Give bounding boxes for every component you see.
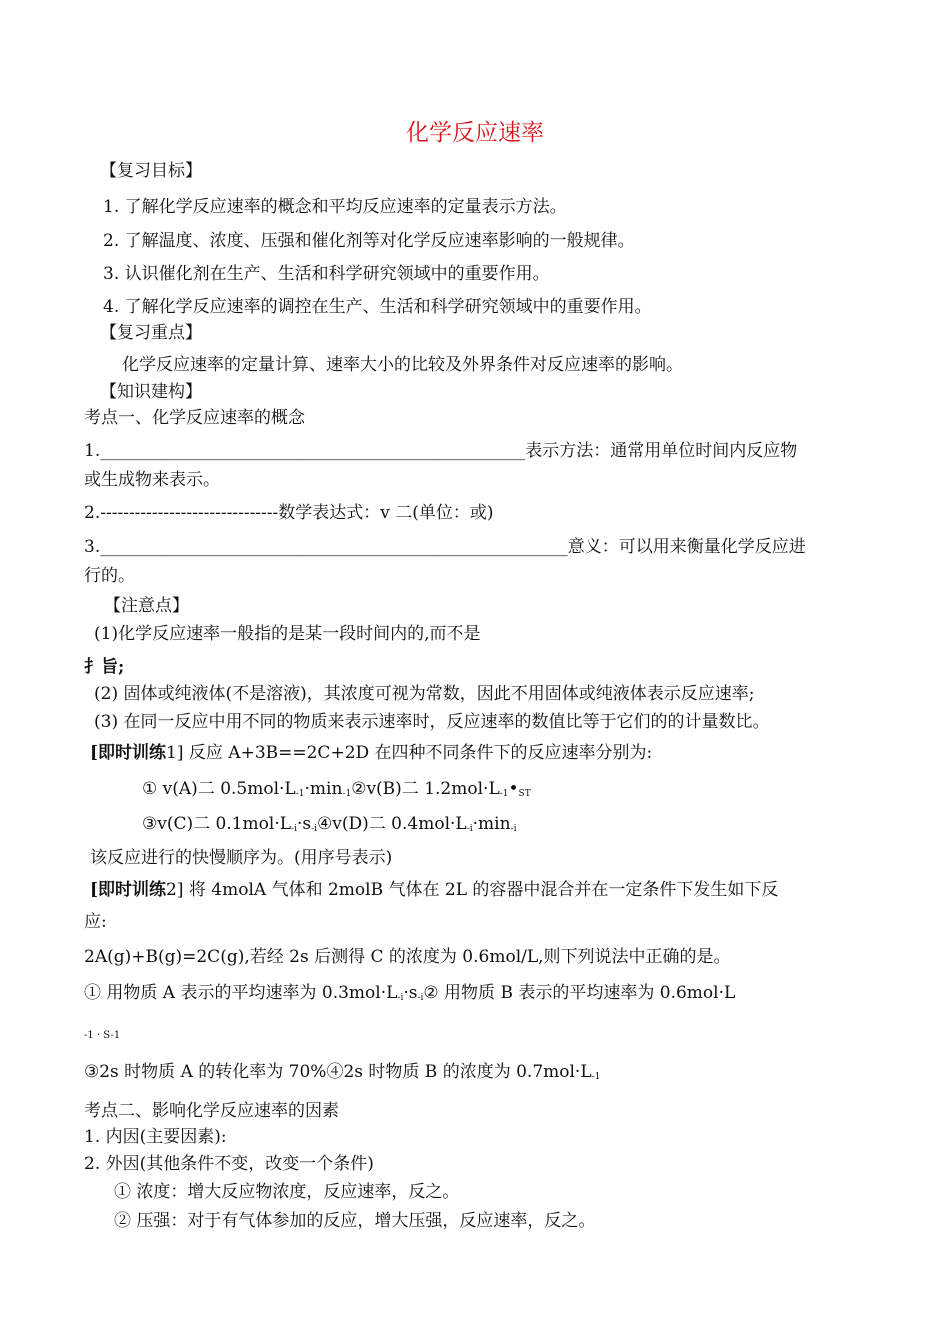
point1-line1: 1.__________________________________________________表示方法：通常用单位时间内反应物	[84, 441, 798, 461]
superscript: -1	[295, 789, 305, 799]
superscript: -i	[311, 824, 318, 834]
unit: ·min	[304, 779, 343, 799]
goal-item: 1. 了解化学反应速率的概念和平均反应速率的定量表示方法。	[103, 197, 567, 217]
note-1-cont: 扌旨;	[84, 657, 125, 677]
goals-heading: 【复习目标】	[100, 161, 202, 181]
training-1-options-a	[142, 778, 531, 805]
note-3: (3) 在同一反应中用不同的物质来表示速率时，反应速率的数值比等于它们的的计量数比。	[94, 712, 770, 732]
training-1-options-b	[142, 813, 516, 840]
training-2-text: 2] 将 4molA 气体和 2molB 气体在 2L 的容器中混合并在一定条件下发生如下反	[166, 880, 779, 900]
goal-item: 4. 了解化学反应速率的调控在生产、生活和科学研究领域中的重要作用。	[103, 297, 652, 317]
focus-text: 化学反应速率的定量计算、速率大小的比较及外界条件对反应速率的影响。	[122, 355, 683, 375]
option-2: ②v(B)二 1.2mol·L	[351, 779, 500, 799]
point1-line3: 3._______________________________________________________意义：可以用来衡量化学反应进	[84, 537, 806, 557]
notes-heading: 【注意点】	[104, 596, 189, 616]
goal-item: 2. 了解温度、浓度、压强和催化剂等对化学反应速率影响的一般规律。	[103, 231, 635, 251]
unit: ·s	[296, 814, 312, 834]
point2-item-2: 2. 外因(其他条件不变，改变一个条件)	[84, 1154, 374, 1174]
superscript: -i	[417, 993, 424, 1003]
point2-item-1: 1. 内因(主要因素):	[84, 1127, 227, 1147]
page-title: 化学反应速率	[406, 120, 544, 146]
option-1: ① 用物质 A 表示的平均速率为 0.3mol·L	[84, 983, 398, 1003]
point1-line3-cont: 行的。	[84, 566, 135, 586]
superscript: -i	[397, 993, 404, 1003]
training-2	[90, 879, 778, 901]
training-2-equation: 2A(g)+B(g)=2C(g),若经 2s 后测得 C 的浓度为 0.6mol/L,则下列说法中正确的是。	[84, 947, 731, 967]
superscript: -1	[591, 1072, 601, 1082]
point1-line2: 2.-------------------------------数学表达式：v 二(单位：或)	[84, 503, 494, 523]
point2-item-2a: ① 浓度：增大反应物浓度，反应速率，反之。	[114, 1182, 460, 1202]
option-4: ④v(D)二 0.4mol·L	[317, 814, 467, 834]
training-2-cont: 应:	[84, 912, 107, 932]
training-2-options-cont: -1 · S-1	[84, 1030, 121, 1041]
superscript: -i	[291, 824, 297, 834]
training-1-text: 1] 反应 A+3B==2C+2D 在四种不同条件下的反应速率分别为:	[166, 743, 653, 763]
option-3-4: ③2s 时物质 A 的转化率为 70%④2s 时物质 B 的浓度为 0.7mol·L	[84, 1062, 592, 1082]
point1-line1-cont: 或生成物来表示。	[84, 470, 220, 490]
structure-heading: 【知识建构】	[100, 382, 202, 402]
superscript: -i	[510, 824, 517, 834]
unit: ·min	[472, 814, 511, 834]
training-1	[90, 742, 652, 764]
training-1-question: 该反应进行的快慢顺序为。(用序号表示)	[90, 848, 393, 868]
option-2: ② 用物质 B 表示的平均速率为 0.6mol·L	[423, 983, 736, 1003]
training-2-label: [即时训练	[90, 880, 167, 900]
point1-title: 考点一、化学反应速率的概念	[84, 408, 305, 428]
note-1: (1)化学反应速率一般指的是某一段时间内的,而不是	[94, 624, 481, 644]
note-2: (2) 固体或纯液体(不是溶液)，其浓度可视为常数，因此不用固体或纯液体表示反应速率;	[94, 684, 755, 704]
superscript: -1	[499, 789, 509, 799]
point2-item-2b: ② 压强：对于有气体参加的反应，增大压强，反应速率，反之。	[114, 1211, 596, 1231]
superscript: -i	[466, 824, 473, 834]
option-3: ③v(C)二 0.1mol·L	[142, 814, 292, 834]
point2-title: 考点二、影响化学反应速率的因素	[84, 1101, 339, 1121]
superscript: ST	[518, 789, 531, 799]
unit: •	[508, 779, 519, 799]
superscript: -1	[342, 789, 352, 799]
training-2-options-b	[84, 1061, 600, 1088]
goal-item: 3. 认识催化剂在生产、生活和科学研究领域中的重要作用。	[103, 264, 550, 284]
unit: ·s	[403, 983, 418, 1003]
training-1-label: [即时训练	[90, 743, 167, 763]
focus-heading: 【复习重点】	[100, 323, 202, 343]
training-2-options-a	[84, 982, 735, 1009]
option-1: ① v(A)二 0.5mol·L	[142, 779, 296, 799]
